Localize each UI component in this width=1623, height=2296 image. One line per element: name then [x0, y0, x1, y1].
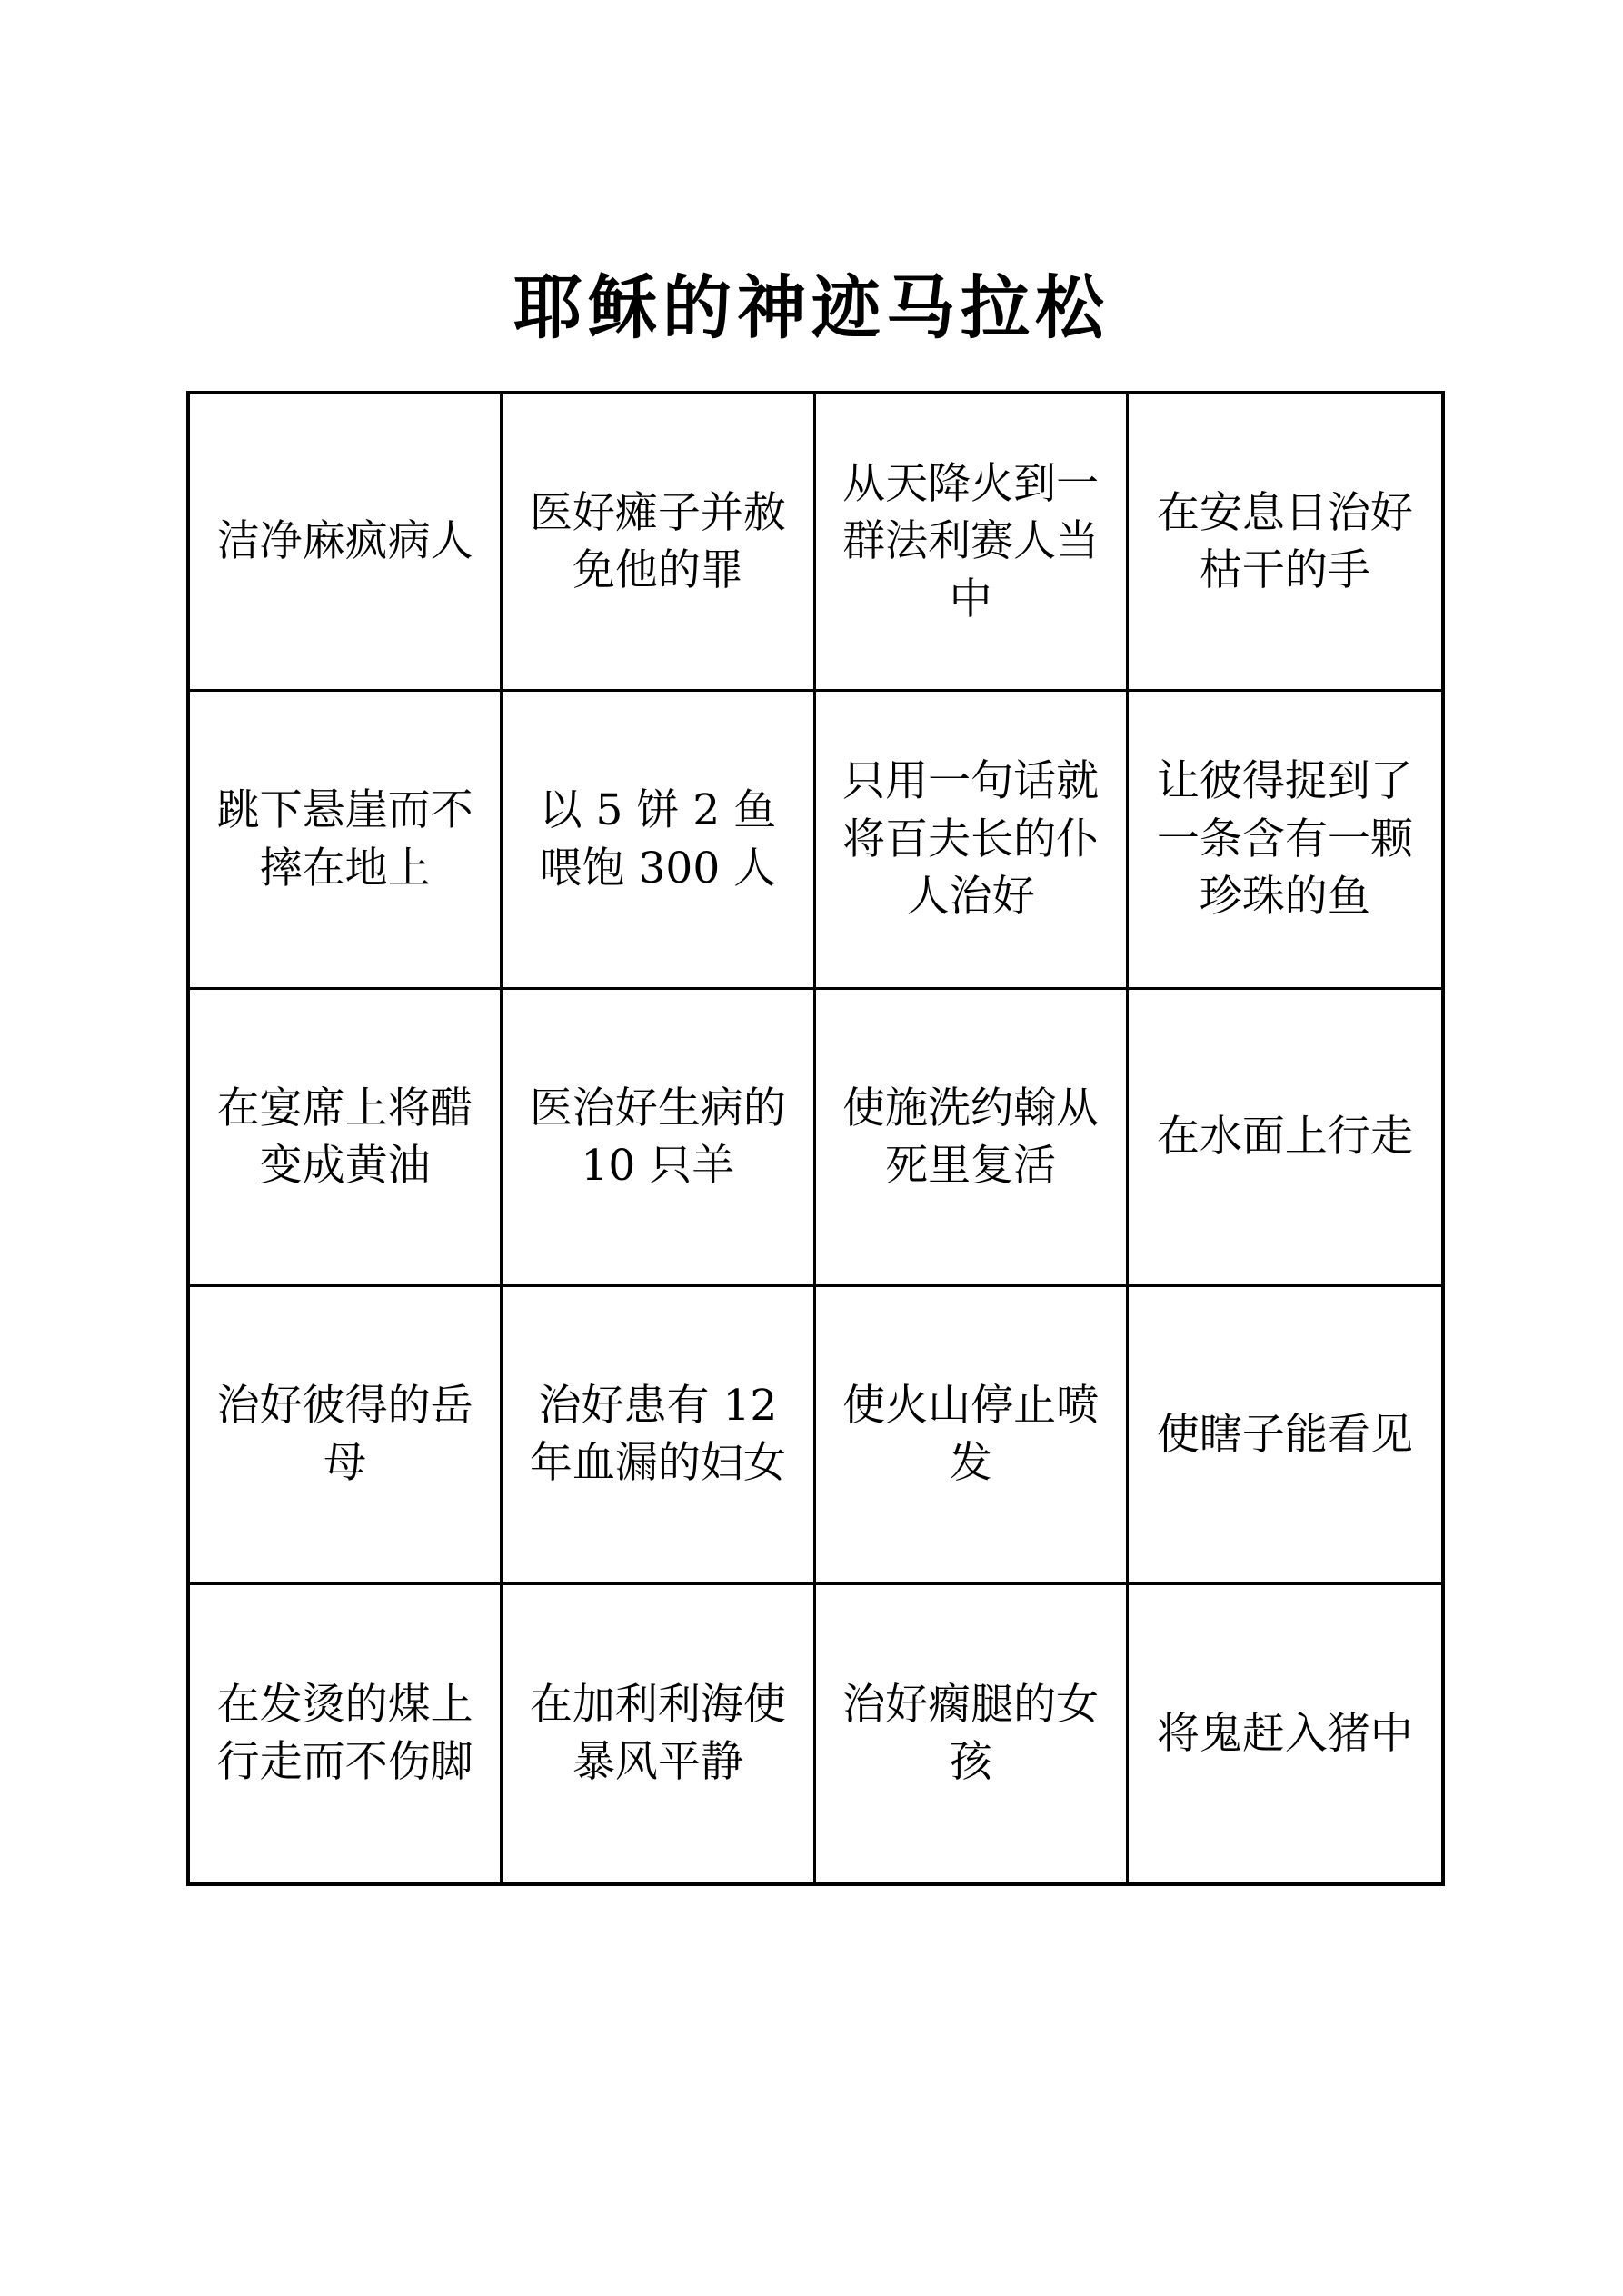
grid-cell	[503, 1585, 815, 1882]
cell-text: 治好瘸腿的女孩	[842, 1679, 1100, 1788]
bingo-grid	[186, 391, 1445, 1886]
page-title: 耶稣的神迹马拉松	[513, 266, 1110, 348]
cell-text: 以 5 饼 2 鱼喂饱 300 人	[539, 785, 777, 893]
cell-text: 治好患有 12 年血漏的妇女	[529, 1380, 786, 1489]
grid-cell	[190, 1287, 503, 1584]
grid-cell	[816, 1287, 1129, 1584]
cell-text: 洁净麻疯病人	[216, 516, 473, 567]
grid-cell	[816, 394, 1129, 692]
cell-text: 在宴席上将醋变成黄油	[216, 1083, 473, 1191]
cell-text: 医好瘫子并赦免他的罪	[529, 487, 786, 596]
grid-cell	[190, 692, 503, 989]
cell-text: 将鬼赶入猪中	[1156, 1708, 1413, 1759]
grid-cell	[190, 990, 503, 1287]
cell-text: 在水面上行走	[1156, 1112, 1413, 1163]
cell-text: 只用一句话就将百夫长的仆人治好	[842, 756, 1100, 923]
cell-text: 在加利利海使暴风平静	[529, 1679, 786, 1788]
grid-cell	[1129, 692, 1441, 989]
grid-cell	[503, 692, 815, 989]
cell-text: 治好彼得的岳母	[216, 1380, 473, 1489]
grid-cell	[1129, 1287, 1441, 1584]
grid-cell	[190, 1585, 503, 1882]
grid-cell	[1129, 394, 1441, 692]
grid-cell	[816, 1585, 1129, 1882]
cell-text: 使瞎子能看见	[1156, 1409, 1413, 1460]
cell-text: 使施洗约翰从死里复活	[842, 1083, 1100, 1191]
cell-text: 医治好生病的 10 只羊	[529, 1083, 786, 1191]
grid-cell	[816, 692, 1129, 989]
cell-text: 跳下悬崖而不摔在地上	[216, 785, 473, 893]
cell-text: 在发烫的煤上行走而不伤脚	[216, 1679, 473, 1788]
grid-cell	[1129, 1585, 1441, 1882]
cell-text: 从天降火到一群法利赛人当中	[842, 459, 1100, 624]
cell-text: 让彼得捉到了一条含有一颗珍珠的鱼	[1156, 756, 1413, 923]
grid-cell	[816, 990, 1129, 1287]
grid-cell	[503, 394, 815, 692]
grid-cell	[190, 394, 503, 692]
cell-text: 在安息日治好枯干的手	[1156, 487, 1413, 596]
grid-cell	[1129, 990, 1441, 1287]
grid-cell	[503, 1287, 815, 1584]
cell-text: 使火山停止喷发	[842, 1380, 1100, 1489]
grid-cell	[503, 990, 815, 1287]
